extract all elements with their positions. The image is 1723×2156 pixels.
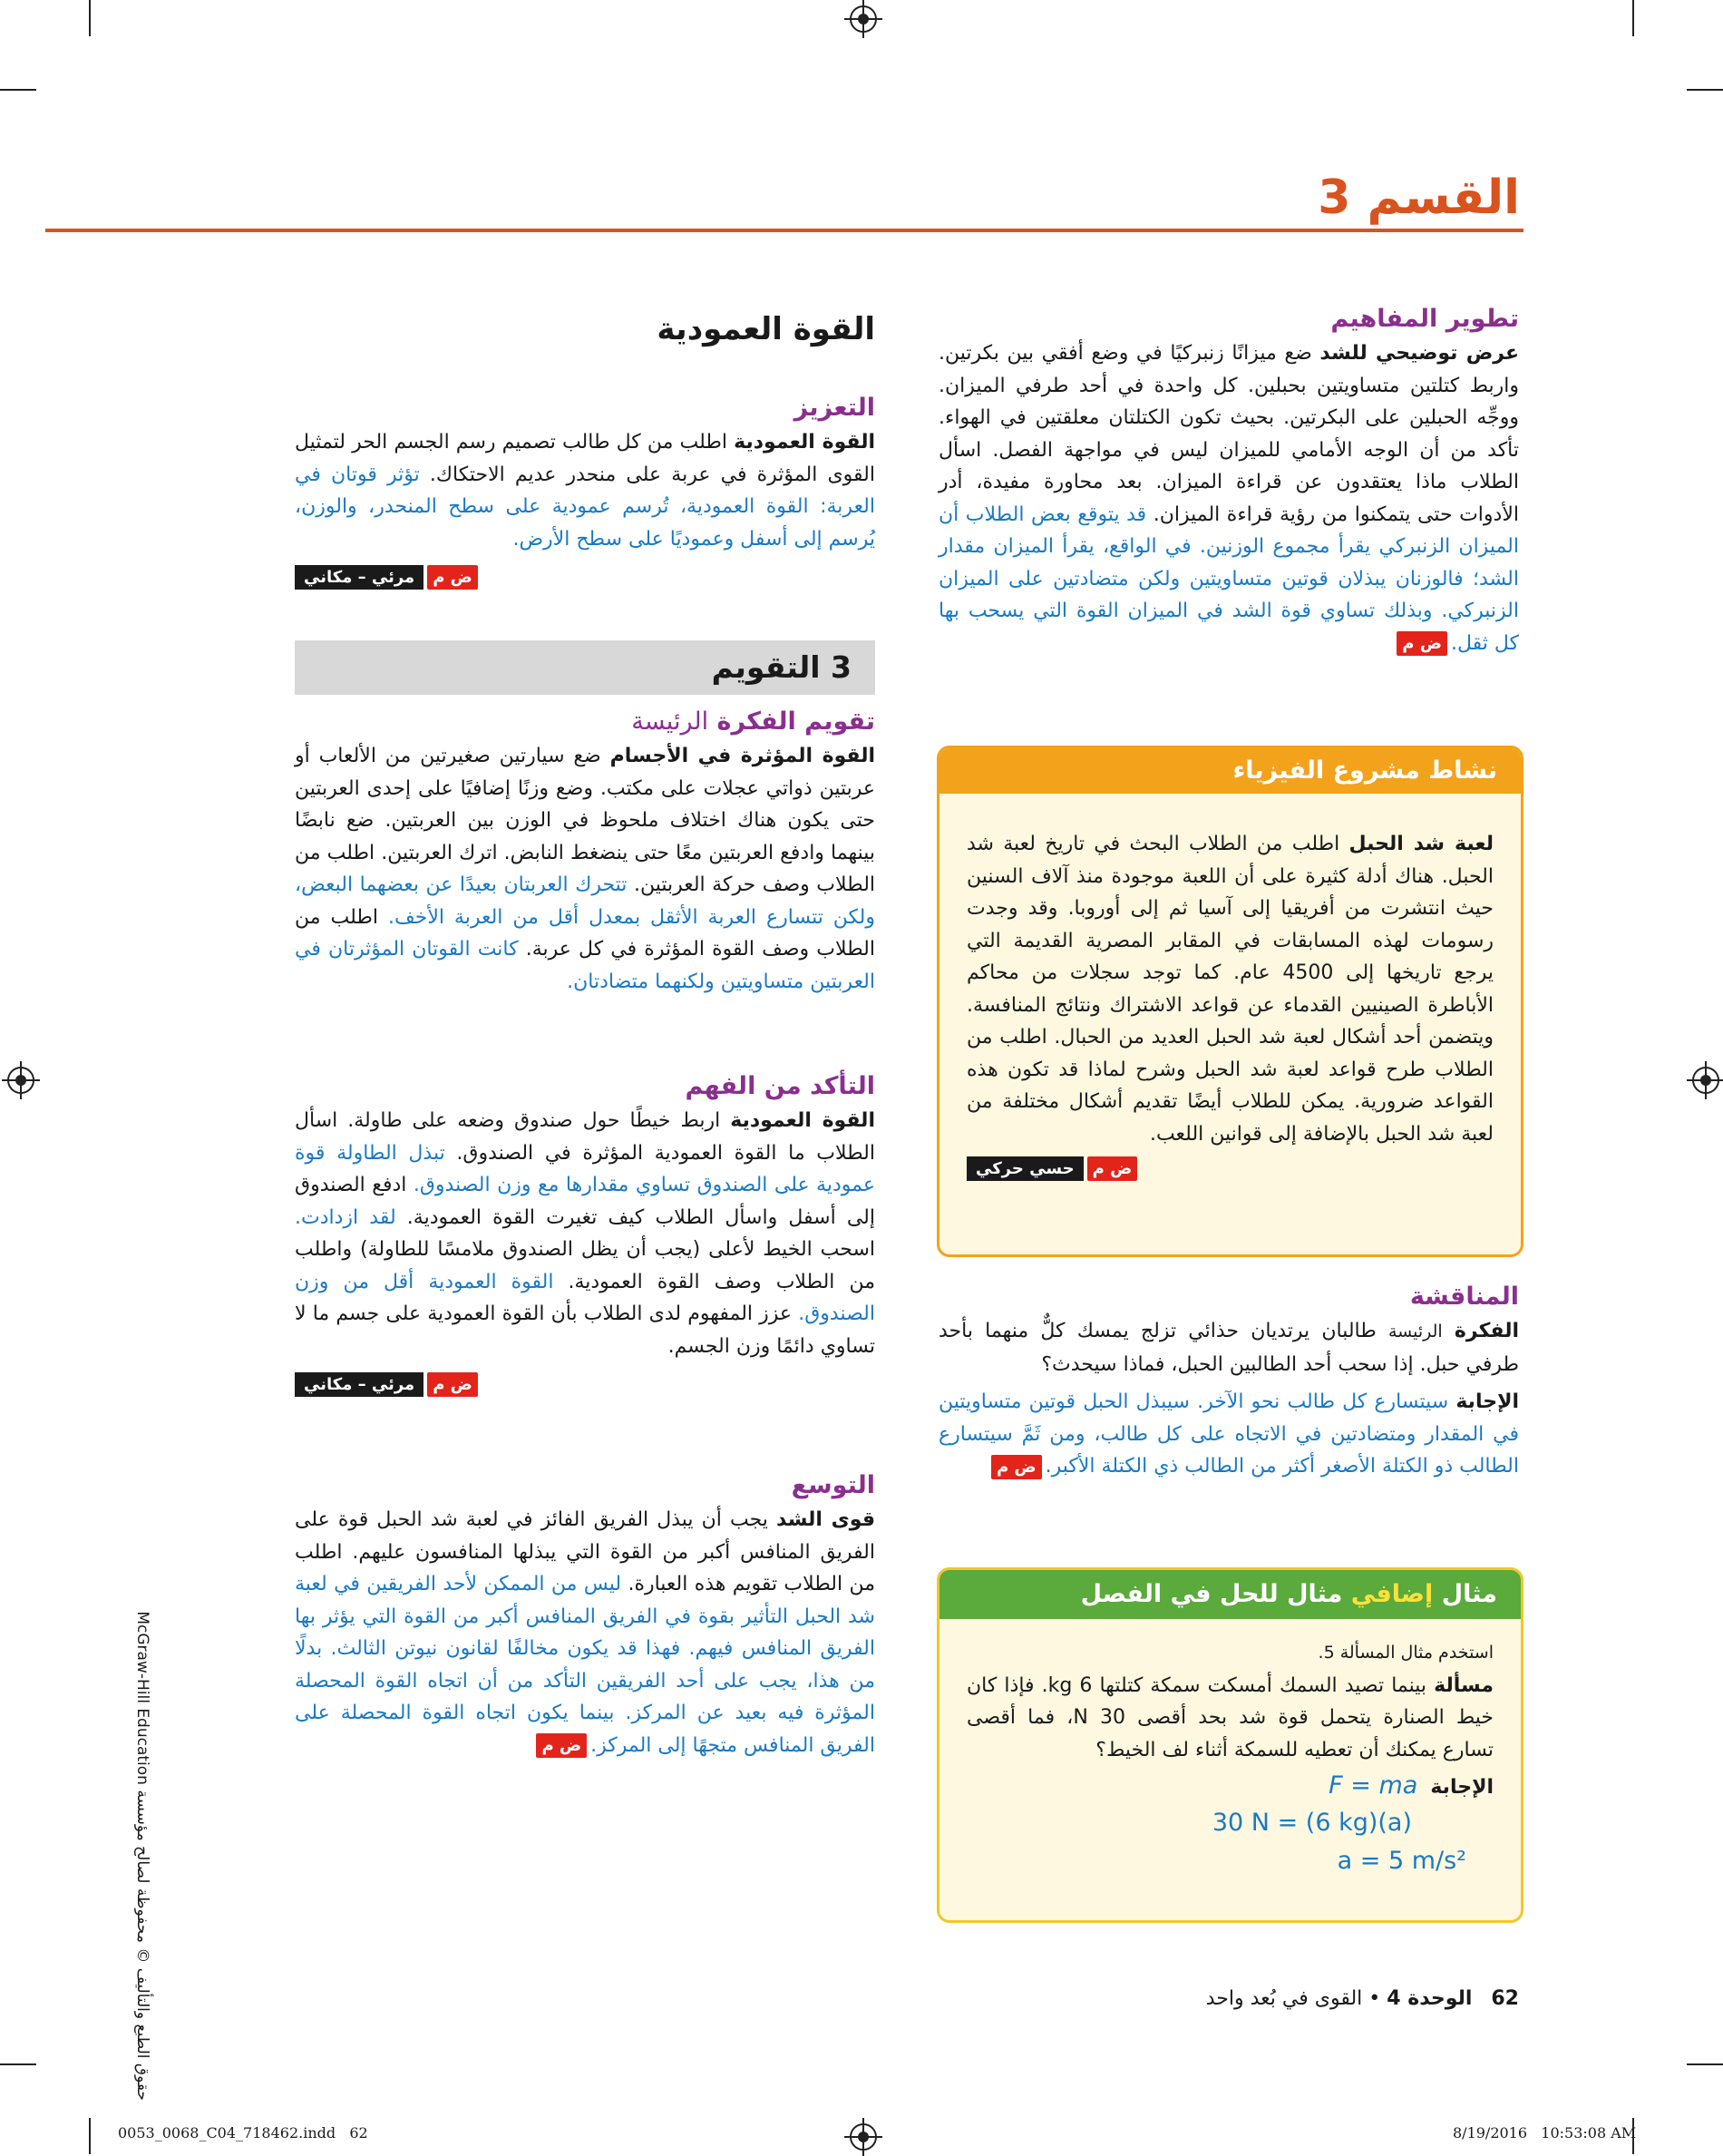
example-eq1: F = ma: [1329, 1771, 1418, 1800]
example-problem: [967, 1670, 1494, 1767]
extend-paragraph: [295, 1504, 875, 1761]
assess-idea-answer-1: تتحرك العربتان بعيدًا عن بعضهما البعض، ولكن تتسارع العربة الأثقل بمعدل أقل من العربة الأخف.: [295, 873, 876, 929]
registration-mark-icon: [1692, 1067, 1719, 1094]
concepts-badge: ض م: [1397, 631, 1447, 656]
normal-force-title: القوة العمودية: [657, 311, 875, 347]
reinforce-heading: التعزيز: [793, 394, 875, 422]
assess-idea-answer-2: كانت القوتان المؤثرتان في العربتين متساويتين ولكنهما متضادتان.: [295, 938, 875, 993]
extend-heading: التوسع: [791, 1471, 875, 1499]
extend-lead: قوى الشد: [775, 1508, 875, 1531]
check-tag: مرئي – مكاني: [295, 1372, 423, 1397]
crop-mark: [89, 2118, 91, 2154]
project-tag: حسي حركي: [967, 1156, 1084, 1181]
example-problem-text: بينما تصيد السمك أمسكت سمكة كتلتها 6 kg. فإذا كان خيط الصنارة يتحمل قوة شد بحد أقصى 30 N، فما أقصى تسارع يمكنك أن تعطيه للسمكة أثناء لف الخيط؟: [967, 1673, 1494, 1761]
example-title-2: إضافي: [1350, 1580, 1434, 1608]
discussion-answer: [939, 1386, 1519, 1483]
check-answer-2: لقد ازدادت.: [295, 1205, 396, 1229]
reinforce-paragraph: [295, 426, 875, 555]
assess-idea-text: ضع سيارتين صغيرتين من الألعاب أو عربتين ذواتي عجلات على مكتب. وضع وزنًا إضافيًا على إحدى العربتين حتى يكون هناك اختلاف ملحوظ في الوزن بين العربتين. ضع نابضًا بينهما وادفع العربتين معًا حتى ينضغط النابض. اترك العربتين. اطلب من الطلاب وصف حركة العربتين.: [295, 745, 876, 896]
discussion-idea: [939, 1315, 1519, 1380]
assess-idea-heading-1: تقويم الفكرة: [716, 707, 875, 736]
assessment-bar: [295, 640, 875, 695]
assess-idea-section: [295, 704, 875, 1003]
extend-section: [295, 1468, 875, 1767]
discussion-idea-label: الفكرة: [1454, 1320, 1520, 1342]
example-answer-row: [967, 1770, 1494, 1804]
example-box: [937, 1567, 1523, 1923]
project-tags: [967, 1152, 1494, 1185]
unit-label: الوحدة 4: [1387, 1987, 1473, 2010]
project-lead: لعبة شد الحبل: [1348, 833, 1494, 855]
discussion-answer-label: الإجابة: [1455, 1390, 1519, 1413]
project-box: [937, 746, 1523, 1257]
crop-mark: [0, 2063, 36, 2065]
project-badge: ض م: [1087, 1156, 1138, 1181]
concepts-text: ضع ميزانًا زنبركيًا في وضع أفقي بين بكرتين. واربط كتلتين متساويتين بحبلين. كل واحدة في أحد طرفي الميزان. ووجِّه الحبلين على البكرتين. بحيث تكون الكتلتان معلقتين في الهواء. تأكد من أن الوجه الأمامي للميزان ليس في مواجهة الفصل. اسأل الطلاب ماذا يعتقدون عن قراءة الميزان. بعد محاورة مفيدة، أدر الأدوات حتى يتمكنوا من رؤية قراءة الميزان.: [939, 342, 1520, 526]
footer-bullet: •: [1368, 1987, 1381, 2010]
crop-mark: [1632, 0, 1634, 36]
crop-mark: [1687, 89, 1723, 91]
unit-title: القوى في بُعد واحد: [1205, 1987, 1363, 2010]
assess-idea-heading: [295, 704, 875, 740]
assess-idea-paragraph: [295, 740, 875, 998]
check-tags: [295, 1368, 875, 1400]
discussion-section: [939, 1279, 1519, 1488]
crop-mark: [1687, 2063, 1723, 2065]
discussion-idea-sub: الرئيسة: [1387, 1322, 1443, 1341]
check-text-1: اربط خيطًا حول صندوق وضعه على طاولة. اسأل الطلاب ما القوة العمودية المؤثرة في الصندوق.: [295, 1109, 875, 1165]
project-title: نشاط مشروع الفيزياء: [939, 748, 1521, 794]
page-footer: [1206, 1981, 1519, 2017]
check-section: [295, 1068, 875, 1400]
example-body: [939, 1619, 1521, 1880]
assess-idea-heading-2: الرئيسة: [631, 707, 709, 736]
extend-text: يجب أن يبذل الفريق الفائز في لعبة شد الحبل قوة على الفريق المنافس أكبر من القوة التي يبذلها المنافسون عليهم. اطلب من الطلاب تقويم هذه العبارة.: [295, 1508, 875, 1595]
assessment-bar-label: 3 التقويم: [711, 649, 852, 685]
registration-mark-icon: [7, 1067, 34, 1094]
reinforce-answer: تؤثر قوتان في العربة: القوة العمودية، تُرسم عمودية على سطح المنحدر، والوزن، يُرسم إلى أسفل وعموديًا على سطح الأرض.: [295, 463, 875, 551]
section-title: القسم 3: [1318, 171, 1520, 225]
reinforce-section: [295, 390, 875, 593]
concepts-paragraph: [939, 337, 1519, 659]
example-use: استخدم مثال المسألة 5.: [1318, 1643, 1494, 1663]
reinforce-badge: ض م: [427, 565, 478, 590]
example-eq2: 30 N = (6 kg)(a): [1212, 1808, 1412, 1837]
concepts-answer: قد يتوقع بعض الطلاب أن الميزان الزنبركي يقرأ مجموع الوزنين. في الواقع، يقرأ الميزان مقدار الشد؛ فالوزنان يبذلان قوتين متساويتين ولكن متضادتين على الميزان الزنبركي. وبذلك تساوي قوة الشد في الميزان القوة التي يسحب بها كل ثقل.: [939, 502, 1519, 655]
slug-date: 8/19/2016 10:53:08 AM: [1453, 2124, 1637, 2141]
concepts-heading: تطوير المفاهيم: [1330, 305, 1519, 333]
example-title-3: مثال للحل في الفصل: [1080, 1580, 1343, 1608]
example-title: [939, 1570, 1521, 1619]
crop-mark: [0, 89, 36, 91]
reinforce-text: اطلب من كل طالب تصميم رسم الجسم الحر لتمثيل القوى المؤثرة في عربة على منحدر عديم الاحتكاك.: [295, 431, 875, 486]
registration-mark-icon: [850, 2123, 877, 2151]
reinforce-tag: مرئي – مكاني: [295, 565, 423, 590]
check-text-2: ادفع الصندوق إلى أسفل واسأل الطلاب كيف تغيرت القوة العمودية.: [295, 1174, 875, 1229]
assess-idea-text-2: اطلب من الطلاب وصف القوة المؤثرة في كل عربة.: [295, 905, 875, 961]
check-answer-3: القوة العمودية أقل من وزن الصندوق.: [295, 1270, 875, 1325]
discussion-idea-text: طالبان يرتديان حذائي تزلج يمسك كلٌّ منهما بأحد طرفي حبل. إذا سحب أحد الطالبين الحبل، فماذا سيحدث؟: [939, 1320, 1519, 1376]
example-problem-label: مسألة: [1434, 1673, 1494, 1697]
example-title-1: مثال: [1441, 1580, 1497, 1608]
check-answer-1: تبذل الطاولة قوة عمودية على الصندوق تساوي مقدارها مع وزن الصندوق.: [295, 1141, 875, 1196]
concepts-section: [939, 301, 1519, 665]
extend-answer: ليس من الممكن لأحد الفريقين في لعبة شد الحبل التأثير بقوة في الفريق المنافس أكبر من القوة التي يؤثر بها الفريق المنافس فيهم. فهذا قد يكون مخالفًا لقانون نيوتن الثالث. بدلًا من هذا، يجب على أحد الفريقين التأكد من أن اتجاه القوة المحصلة المؤثرة فيه بعيد عن المركز. بينما يكون اتجاه القوة المحصلة على الفريق المنافس متجهًا إلى المركز.: [295, 1573, 875, 1757]
check-text-3: اسحب الخيط لأعلى (يجب أن يظل الصندوق ملامسًا للطاولة) واطلب من الطلاب وصف القوة العمودية.: [295, 1238, 875, 1293]
example-answer-label: الإجابة: [1430, 1776, 1494, 1799]
reinforce-tags: [295, 561, 875, 593]
slug-file: 0053_0068_C04_718462.indd 62: [118, 2124, 368, 2141]
concepts-lead: عرض توضيحي للشد: [1319, 342, 1520, 365]
check-lead: القوة العمودية: [730, 1109, 875, 1132]
assess-idea-lead: القوة المؤثرة في الأجسام: [609, 745, 875, 767]
check-badge: ض م: [427, 1372, 478, 1397]
page-number: 62: [1491, 1987, 1519, 2010]
copyright-vertical: حقوق الطبع والتأليف © محفوظة لصالح مؤسسة McGraw-Hill Education: [133, 1611, 151, 2101]
project-body: [939, 794, 1521, 1185]
registration-mark-icon: [850, 5, 877, 33]
extend-badge: ض م: [536, 1733, 587, 1758]
check-text-4: عزز المفهوم لدى الطلاب بأن القوة العمودية على جسم ما لا تساوي دائمًا وزن الجسم.: [295, 1302, 875, 1358]
check-paragraph: [295, 1105, 875, 1362]
discussion-heading: المناقشة: [1409, 1283, 1519, 1311]
example-eq3: a = 5 m/s²: [1337, 1846, 1466, 1875]
crop-mark: [89, 0, 91, 36]
header-rule: [45, 229, 1523, 232]
discussion-answer-text: سيتسارع كل طالب نحو الآخر. سيبذل الحبل قوتين متساويتين في المقدار ومتضادتين في الاتجاه على كل طالب، ومن ثَمَّ سيتسارع الطالب ذو الكتلة الأصغر أكثر من الطالب ذي الكتلة الأكبر.: [939, 1390, 1519, 1478]
check-heading: التأكد من الفهم: [685, 1072, 875, 1100]
project-text: اطلب من الطلاب البحث في تاريخ لعبة شد الحبل. هناك أدلة كثيرة على أن اللعبة موجودة منذ آلاف السنين حيث انتشرت من أفريقيا إلى آسيا ثم إلى أوروبا. وقد وجدت رسومات لهذه المسابقات في المقابر المصرية القديمة التي يرجع تاريخها إلى 4500 عام. كما توجد سجلات من محاكم الأباطرة الصينيين القدماء عن قواعد الاشتراك ونتائج المنافسة. ويتضمن أحد أشكال لعبة شد الحبل العديد من الحبال. اطلب من الطلاب طرح قواعد لعبة شد الحبل وشرح لماذا قد تكون هذه القواعد ضرورية. يمكن للطلاب أيضًا تقديم أشكال مختلفة من لعبة شد الحبل بالإضافة إلى قوانين اللعب.: [967, 833, 1494, 1146]
reinforce-lead: القوة العمودية: [734, 431, 875, 454]
discussion-badge: ض م: [991, 1455, 1042, 1479]
